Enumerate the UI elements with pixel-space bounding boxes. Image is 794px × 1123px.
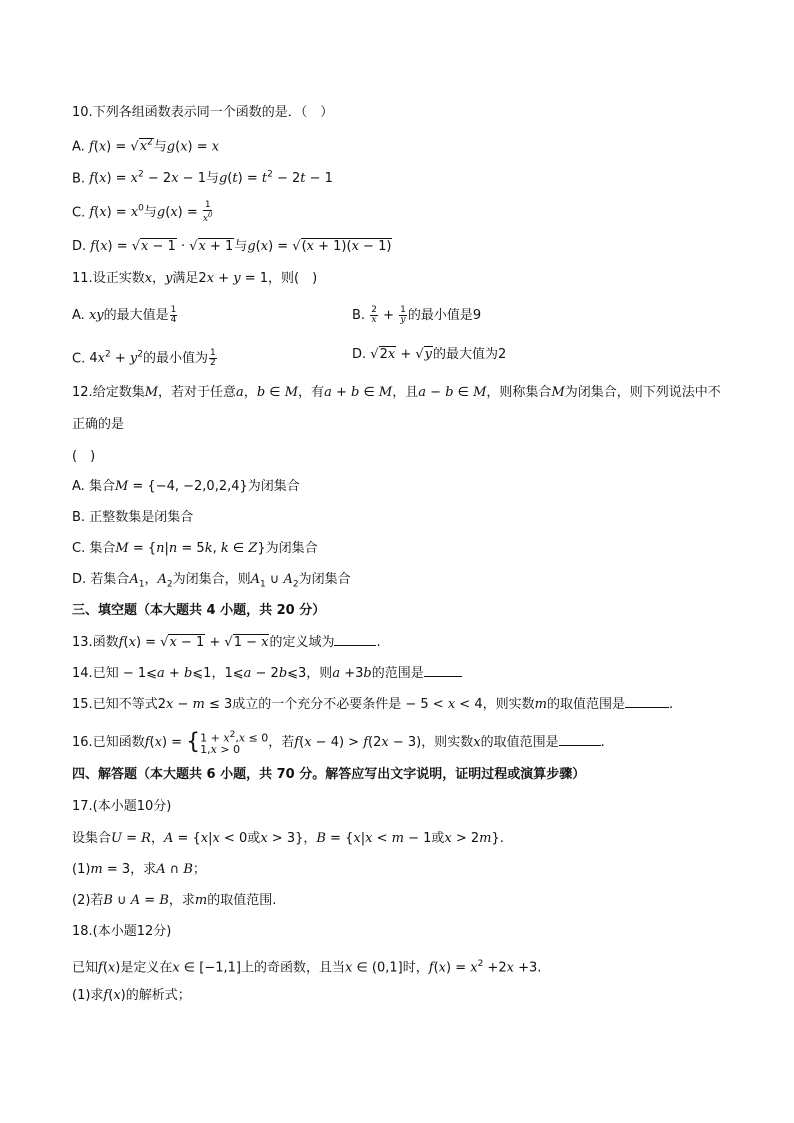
option-math: 集合M = {n|n = 5k, k ∈ Z}为闭集合 xyxy=(89,541,318,556)
question-16 xyxy=(72,730,605,755)
question-17-head: 17.(本小题10分) xyxy=(72,799,172,814)
question-18-part1: (1)求f(x)的解析式； xyxy=(72,988,191,1003)
question-17-part1: (1)m = 3，求A ∩ B； xyxy=(72,862,206,877)
question-number: 10. xyxy=(72,105,93,120)
question-text: 已知 − 1⩽a + b⩽1，1⩽a − 2b⩽3，则a +3b的范围是 xyxy=(93,666,462,681)
q10-option-c xyxy=(72,200,213,224)
option-math: $f(x) = x^0$与g(x) = $\frac{1}{x^0}$ xyxy=(89,200,213,225)
section-3-heading: 三、填空题（本大题共 4 小题，共 20 分） xyxy=(72,603,326,618)
q12-option-c xyxy=(72,540,318,558)
question-13 xyxy=(72,633,381,652)
q11-option-d xyxy=(352,346,506,364)
question-number: 15. xyxy=(72,697,93,712)
option-letter: B. xyxy=(72,171,86,187)
option-math: $4x^2 + y^2$的最小值为 $\frac{1}{2}$ xyxy=(89,348,216,369)
option-math: $f(x) = x^2 - 2x - 1$与$g(t) = t^2 - 2t - 1$ xyxy=(89,170,333,187)
question-18-stem: 已知f(x)是定义在x ∈ [−1,1]上的奇函数，且当x ∈ (0,1]时，$f(x) = x^2 +2x +3$. xyxy=(72,959,542,976)
option-letter: D. xyxy=(72,572,87,587)
option-math: $\frac{2}{x}$ + $\frac{1}{y}$ 的最小值是9 xyxy=(371,305,482,325)
q11-option-c xyxy=(72,346,218,368)
option-letter: D. xyxy=(352,347,367,362)
question-text: 已知不等式2x − m ≤ 3成立的一个充分不必要条件是 − 5 < x < 4，则实数m的取值范围是 . xyxy=(92,697,674,712)
q11-option-a xyxy=(72,306,178,325)
question-17-part2: (2)若B ∪ A = B，求m的取值范围. xyxy=(72,893,277,908)
option-math: √2x + √y的最大值为2 xyxy=(370,347,507,362)
question-15 xyxy=(72,695,673,714)
question-text: 下列各组函数表示同一个函数的是．（ ） xyxy=(92,105,334,120)
question-number: 12. xyxy=(72,385,93,400)
q12-option-d xyxy=(72,571,351,594)
q11-option-b xyxy=(352,306,481,325)
option-math: 若集合$A_1$，$A_2$为闭集合，则$A_1$ ∪ $A_2$为闭集合 xyxy=(90,572,351,590)
option-math: f(x) = √x − 1 · √x + 1与g(x) = √(x + 1)(x − 1) xyxy=(90,239,392,254)
option-letter: C. xyxy=(72,205,86,221)
question-12-paren: ( ) xyxy=(72,449,96,464)
question-number: 11. xyxy=(72,271,93,286)
question-10-stem xyxy=(72,104,333,122)
q12-option-b xyxy=(72,509,193,527)
question-11-stem xyxy=(72,270,317,288)
question-text: 设正实数x，y满足2x + y = 1，则( ) xyxy=(92,271,318,286)
q10-option-b xyxy=(72,166,333,188)
option-letter: A. xyxy=(72,139,85,155)
q10-option-d xyxy=(72,238,392,256)
option-text: 正整数集是闭集合 xyxy=(89,510,194,525)
option-math: $f(x) = √x^2$与g(x) = x xyxy=(88,138,220,155)
option-letter: A. xyxy=(72,479,85,494)
question-17-stem: 设集合U = R，A = {x|x < 0或x > 3}，B = {x|x < m − 1或x > 2m}. xyxy=(72,831,504,846)
section-4-heading: 四、解答题（本大题共 6 小题，共 70 分。解答应写出文字说明，证明过程或演算步骤） xyxy=(72,767,586,782)
option-math: xy的最大值是 $\frac{1}{4}$ xyxy=(88,305,177,325)
question-number: 13. xyxy=(72,635,93,650)
question-text: 已知函数f(x) = { $1 + x^2,x \le 0$ 1,x > 0 ，若f(x − 4) > f(2x − 3)，则实数x的取值范围是 . xyxy=(92,729,605,756)
option-letter: C. xyxy=(72,541,86,556)
option-letter: A. xyxy=(72,308,85,323)
question-number: 16. xyxy=(72,734,93,750)
option-math: 集合M = {−4, −2,0,2,4}为闭集合 xyxy=(88,479,300,494)
question-18-head: 18.(本小题12分) xyxy=(72,924,172,939)
q10-option-a xyxy=(72,134,219,156)
option-letter: B. xyxy=(72,510,86,525)
question-number: 14. xyxy=(72,666,93,681)
option-letter: D. xyxy=(72,239,87,254)
question-14 xyxy=(72,664,462,683)
question-text: 函数f(x) = √x − 1 + √1 − x的定义域为 . xyxy=(92,635,381,650)
option-letter: C. xyxy=(72,351,86,367)
question-12-stem xyxy=(72,384,721,402)
question-12-stem-cont: 正确的是 xyxy=(72,417,125,432)
question-text: 给定数集M，若对于任意a，b ∈ M，有a + b ∈ M，且a − b ∈ M，则称集合M为闭集合，则下列说法中不 xyxy=(92,385,721,400)
option-letter: B. xyxy=(352,308,366,323)
q12-option-a xyxy=(72,478,300,496)
